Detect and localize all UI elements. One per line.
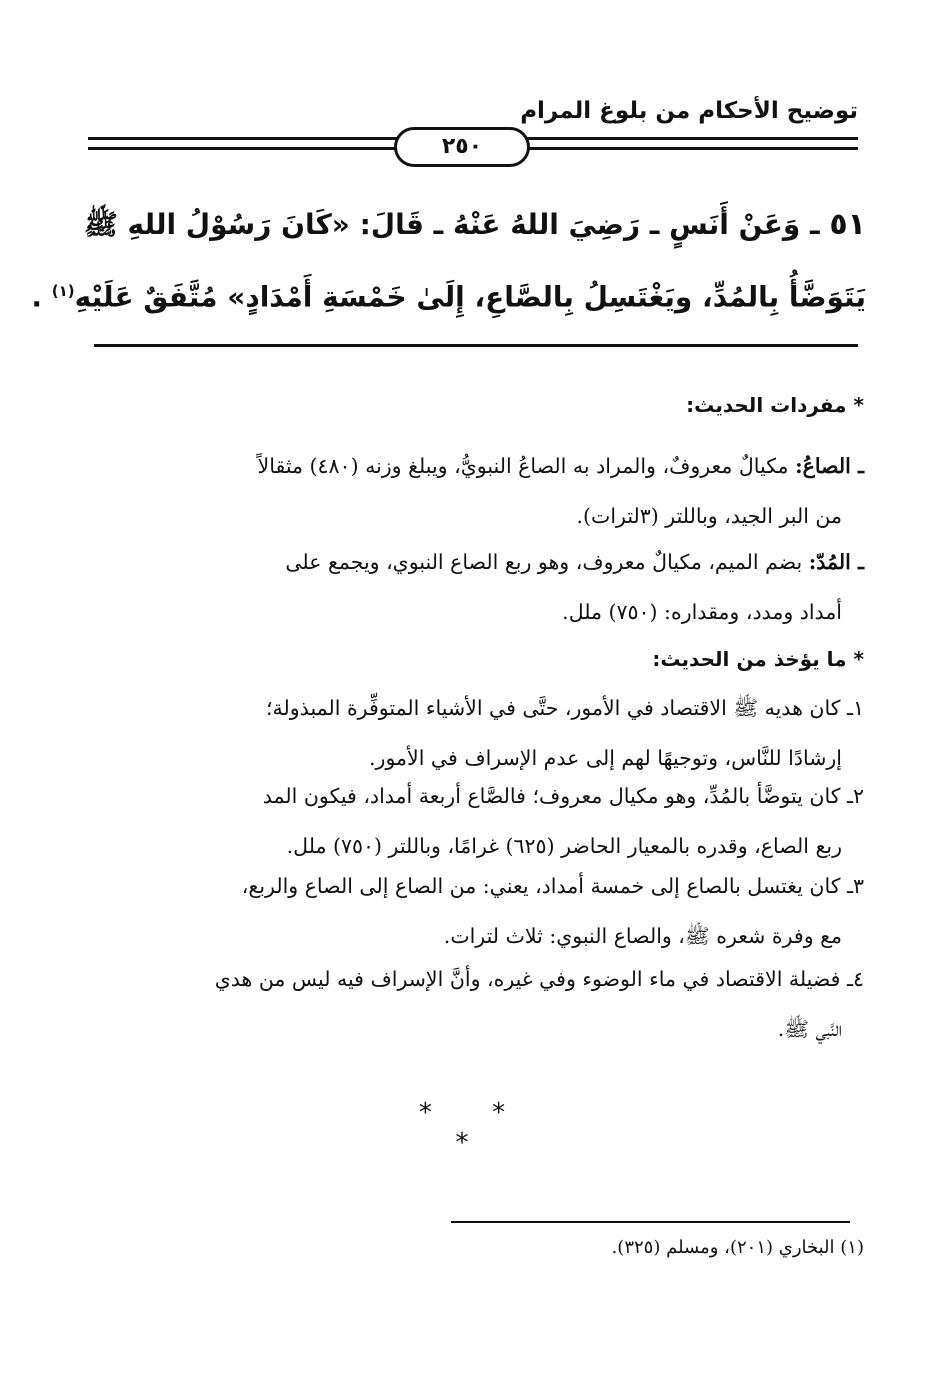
lesson-line-continued: مع وفرة شعره ﷺ، والصاع النبوي: ثلاث لترات. [443,924,842,948]
section-separator-stars: * * * [418,1098,532,1158]
hadith-line-1-text: ـ وَعَنْ أَنَسٍ ـ رَضِيَ اللهُ عَنْهُ ـ قَالَ: «كَانَ رَسُوْلُ اللهِ ﷺ [83,208,820,241]
footnote-reference: (١) [51,282,75,300]
lesson-line: ٢ـ كان يتوضَّأ بالمُدِّ، وهو مكيال معروف؛ فالصَّاع أربعة أمداد، فيكون المد [262,784,864,808]
lessons-heading: * ما يؤخذ من الحديث: [652,647,864,671]
lesson-item [82,861,864,961]
lesson-line-continued: النَّبي ﷺ. [777,1017,842,1041]
vocabulary-definition: بضم الميم، مكيالٌ معروف، وهو ربع الصاع النبوي، ويجمع على [285,550,803,574]
hadith-line-1 [82,192,866,258]
vocabulary-heading: * مفردات الحديث: [686,393,864,417]
hadith-number: ٥١ [829,207,866,242]
lesson-item [82,771,864,871]
lesson-line-continued: ربع الصاع، وقدره بالمعيار الحاضر (٦٢٥) غرامًا، وباللتر (٧٥٠) ملل. [286,834,842,858]
lesson-item [82,954,864,1054]
hadith-separator-rule [94,344,858,347]
running-title: توضيح الأحكام من بلوغ المرام [520,98,858,124]
hadith-end: . [31,280,42,314]
vocabulary-definition-continued: أمداد ومدد، ومقداره: (٧٥٠) ملل. [562,600,842,624]
hadith-line-2-text: يَتَوَضَّأُ بِالمُدِّ، ويَغْتَسِلُ بِالصَّاعِ، إِلَىٰ خَمْسَةِ أَمْدَادٍ» مُتَّفَقٌ عَلَيْهِ [74,280,866,314]
footnote: (١) البخاري (٢٠١)، ومسلم (٣٢٥). [611,1237,864,1258]
page-number: ٢٥٠ [394,127,530,167]
vocabulary-item [82,537,864,637]
footnote-rule [451,1221,850,1223]
lesson-line: ٣ـ كان يغتسل بالصاع إلى خمسة أمداد، يعني: من الصاع إلى الصاع والربع، [241,874,864,898]
lesson-line: ١ـ كان هديه ﷺ الاقتصاد في الأمور، حتَّى في الأشياء المتوفِّرة المبذولة؛ [266,696,864,720]
vocabulary-definition-continued: من البر الجيد، وباللتر (٣لترات). [576,504,842,528]
vocabulary-term: ـ المُدّ: [808,550,864,574]
hadith-line-2 [31,258,866,330]
vocabulary-term: ـ الصاعُ: [795,454,864,478]
vocabulary-item [82,441,864,541]
lesson-line: ٤ـ فضيلة الاقتصاد في ماء الوضوء وفي غيره، وأنَّ الإسراف فيه ليس من هدي [214,967,864,991]
lesson-line-continued: إرشادًا للنَّاس، وتوجيهًا لهم إلى عدم الإسراف في الأمور. [369,746,842,770]
hadith-text [31,192,866,330]
lesson-item [82,683,864,783]
vocabulary-definition: مكيالٌ معروفٌ، والمراد به الصاعُ النبويُّ، ويبلغ وزنه (٤٨٠) مثقالاً [257,454,789,478]
